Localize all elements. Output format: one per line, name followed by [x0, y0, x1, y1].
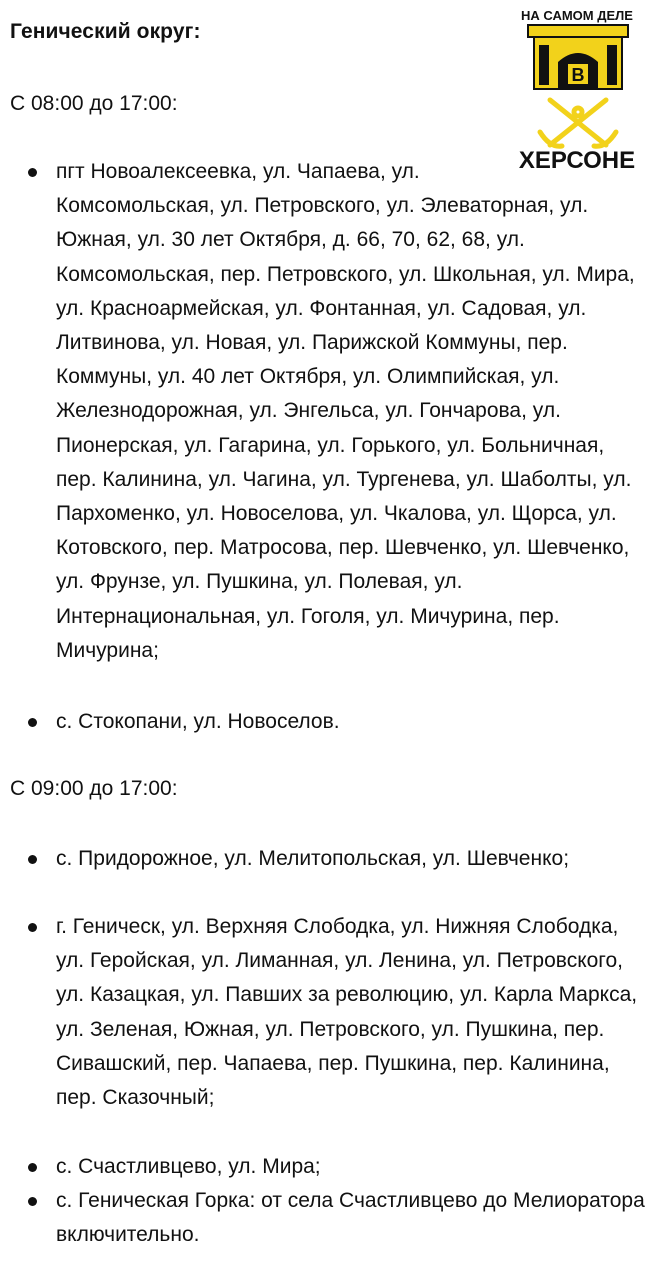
- list-item-stokopani: с. Стокопани, ул. Новоселов.: [56, 705, 646, 739]
- list-item-novoalekseevka: пгт Новоалексеевка, ул. Чапаева, ул. Комсомольская, ул. Петровского, ул. Элеваторная, ул. Южная, ул. 30 лет Октября, д. 66, 70, 62, 68, ул. Комсомольская, пер. Петровского, ул. Школьная, ул. Мира, ул. Красноармейская, ул. Фонтанная, ул. Садовая, ул. Литвинова, ул. Новая, ул. Парижской Коммуны, пер. Коммуны, ул. 40 лет Октября, ул. Олимпийская, ул. Железнодорожная, ул. Энгельса, ул. Гончарова, ул. Пионерская, ул. Гагарина, ул. Горького, ул. Больничная, пер. Калинина, ул. Чагина, ул. Тургенева, ул. Шаболты, ул. Пархоменко, ул. Новоселова, ул. Чкалова, ул. Щорса, ул. Котовского, пер. Матросова, пер. Шевченко, ул. Шевченко, ул. Фрунзе, ул. Пушкина, ул. Полевая, ул. Интернациональная, ул. Гоголя, ул. Мичурина, пер. Мичурина;: [56, 155, 646, 668]
- bullet-icon: [28, 923, 37, 932]
- logo-top-text: НА САМОМ ДЕЛЕ: [521, 8, 633, 23]
- bullet-icon: [28, 168, 37, 177]
- list-item-schastlivtsevo: с. Счастливцево, ул. Мира;: [56, 1150, 646, 1184]
- logo-graphic: [510, 0, 645, 178]
- bullet-icon: [28, 1163, 37, 1172]
- channel-logo: [510, 0, 645, 178]
- bullet-icon: [28, 718, 37, 727]
- document-title: Генический округ:: [10, 20, 201, 43]
- section-heading-0900: С 09:00 до 17:00:: [10, 777, 178, 800]
- crossed-anchors-icon: [540, 100, 616, 146]
- list-item-pridorozhnoe: с. Придорожное, ул. Мелитопольская, ул. Шевченко;: [56, 842, 646, 876]
- section-heading-0800: С 08:00 до 17:00:: [10, 92, 178, 115]
- logo-bottom-text: ХЕРСОНЕ: [518, 147, 636, 174]
- logo-middle-text: В: [571, 65, 585, 85]
- list-item-genicheskaya-gorka: с. Геническая Горка: от села Счастливцево до Мелиоратора включительно.: [56, 1184, 646, 1252]
- bullet-icon: [28, 855, 37, 864]
- list-item-genichesk: г. Геническ, ул. Верхняя Слободка, ул. Нижняя Слободка, ул. Геройская, ул. Лиманная, ул. Ленина, ул. Петровского, ул. Казацкая, ул. Павших за революцию, ул. Карла Маркса, ул. Зеленая, Южная, ул. Петровского, ул. Пушкина, пер. Сивашский, пер. Чапаева, пер. Пушкина, пер. Калинина, пер. Сказочный;: [56, 910, 646, 1115]
- bullet-icon: [28, 1197, 37, 1206]
